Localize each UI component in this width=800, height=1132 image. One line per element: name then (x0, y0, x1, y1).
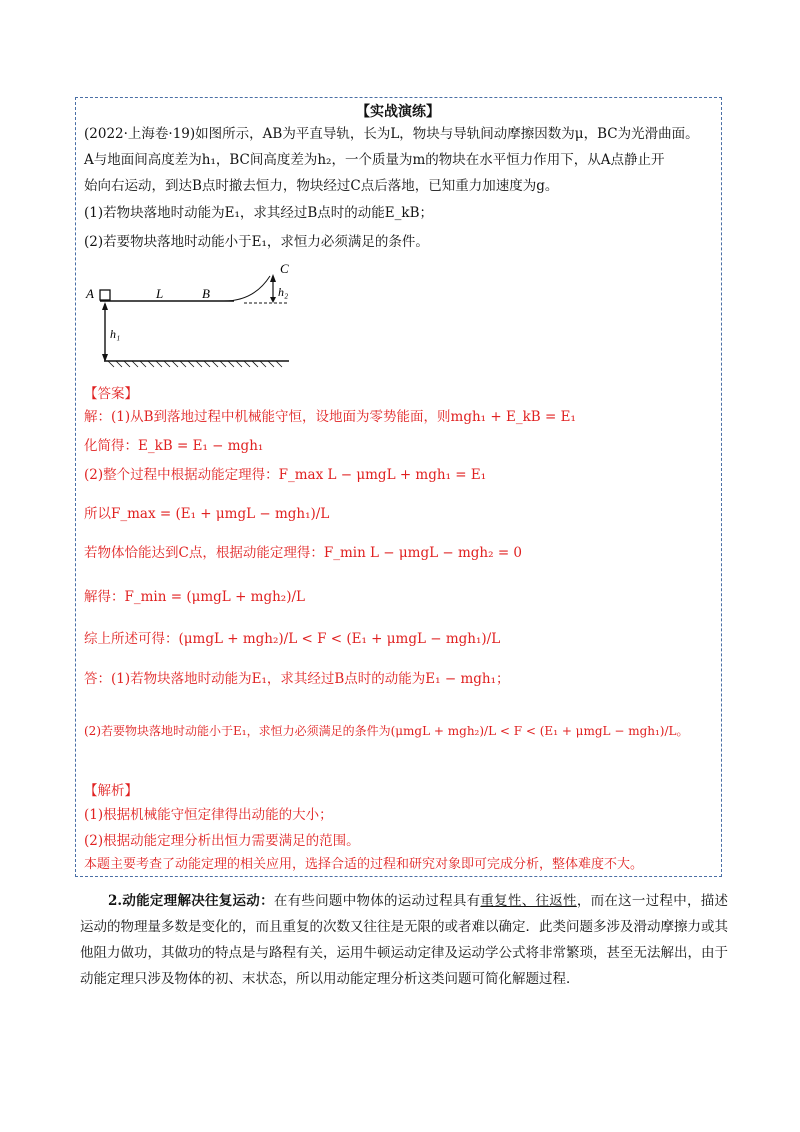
h2-arrow-up (270, 274, 276, 282)
section-text-a: 在有些问题中物体的运动过程具有 (273, 893, 481, 909)
ground-hatch (108, 361, 282, 367)
question-1 (84, 204, 433, 222)
problem-line1-text: 如图所示，AB为平直导轨，长为L，物块与导轨间动摩擦因数为μ，BC为光滑曲面。 (195, 126, 699, 142)
solution-line-4: 所以F_max = (E₁ + μmgL − mgh₁)/L (84, 506, 330, 522)
solution-line-1: 解：(1)从B到落地过程中机械能守恒，设地面为零势能面，则mgh₁ + E_kB = E₁ (84, 409, 576, 425)
problem-source: (2022·上海卷·19) (84, 126, 196, 142)
curve-bc (224, 276, 270, 301)
solution-line-3: (2)整个过程中根据动能定理得：F_max L − μmgL + mgh₁ = E₁ (84, 467, 487, 483)
h2-arrow-down (270, 297, 276, 303)
solution-line-9: (2)若要物块落地时动能小于E₁，求恒力必须满足的条件为(μmgL + mgh₂)/L < F < (E₁ + μmgL − mgh₁)/L。 (84, 724, 689, 738)
label-a: A (86, 286, 94, 301)
label-b: B (202, 286, 210, 301)
label-l: L (156, 286, 164, 301)
practice-heading: 【实战演练】 (356, 104, 440, 120)
analysis-line-3: 本题主要考查了动能定理的相关应用，选择合适的过程和研究对象即可完成分析，整体难度不大。 (84, 857, 644, 872)
block (100, 290, 110, 300)
solution-line-6: 解得：F_min = (μmgL + mgh₂)/L (84, 589, 305, 605)
section-title: 2.动能定理解决往复运动： (108, 893, 274, 909)
problem-line3-text: 始向右运动，到达B点时撤去恒力，物块经过C点后落地，已知重力加速度为g。 (84, 178, 559, 194)
label-h1: h₁ (110, 327, 121, 341)
problem-line-2 (84, 151, 665, 169)
analysis-line-2: (2)根据动能定理分析出恒力需要满足的范围。 (84, 833, 360, 849)
analysis-label: 【解析】 (84, 783, 138, 799)
solution-line-7: 综上所述可得：(μmgL + mgh₂)/L < F < (E₁ + μmgL − mgh₁)/L (84, 631, 501, 647)
problem-line-1 (84, 125, 699, 143)
section-paragraph (80, 888, 728, 992)
solution-line-2: 化简得：E_kB = E₁ − mgh₁ (84, 438, 264, 454)
h1-arrow-up (102, 302, 108, 310)
solution-line-5: 若物体恰能达到C点，根据动能定理得：F_min L − μmgL − mgh₂ = 0 (84, 545, 523, 561)
question-2 (84, 233, 429, 251)
section-text-b: ，而在这一过程中，描述运动的物理量多数是变化的，而且重复的次数又往往是无限的或者难以确定．此类问题多涉及滑动摩擦力或其他阻力做功，其做功的特点是与路程有关，运用牛顿运动定律及运动学公式将非常繁琐，甚至无法解出，由于动能定理只涉及物体的初、末状态，所以用动能定理分析这类问题可简化解题过程． (80, 893, 729, 987)
analysis-line-1: (1)根据机械能守恒定律得出动能的大小； (84, 807, 333, 823)
section-underlined: 重复性、往返性 (480, 893, 577, 909)
label-c: C (280, 261, 289, 276)
problem-line-3 (84, 177, 558, 195)
answer-label: 【答案】 (84, 386, 138, 402)
question-2-text: (2)若要物块落地时动能小于E₁，求恒力必须满足的条件。 (84, 234, 429, 250)
problem-line2-text: A与地面间高度差为h₁，BC间高度差为h₂，一个质量为m的物块在水平恒力作用下，从A点静止开 (84, 152, 665, 168)
solution-line-8: 答：(1)若物块落地时动能为E₁，求其经过B点时的动能为E₁ − mgh₁； (84, 671, 510, 687)
question-1-text: (1)若物块落地时动能为E₁，求其经过B点时的动能E_kB； (84, 205, 434, 221)
track-diagram (84, 258, 304, 368)
label-h2: h₂ (278, 285, 289, 299)
